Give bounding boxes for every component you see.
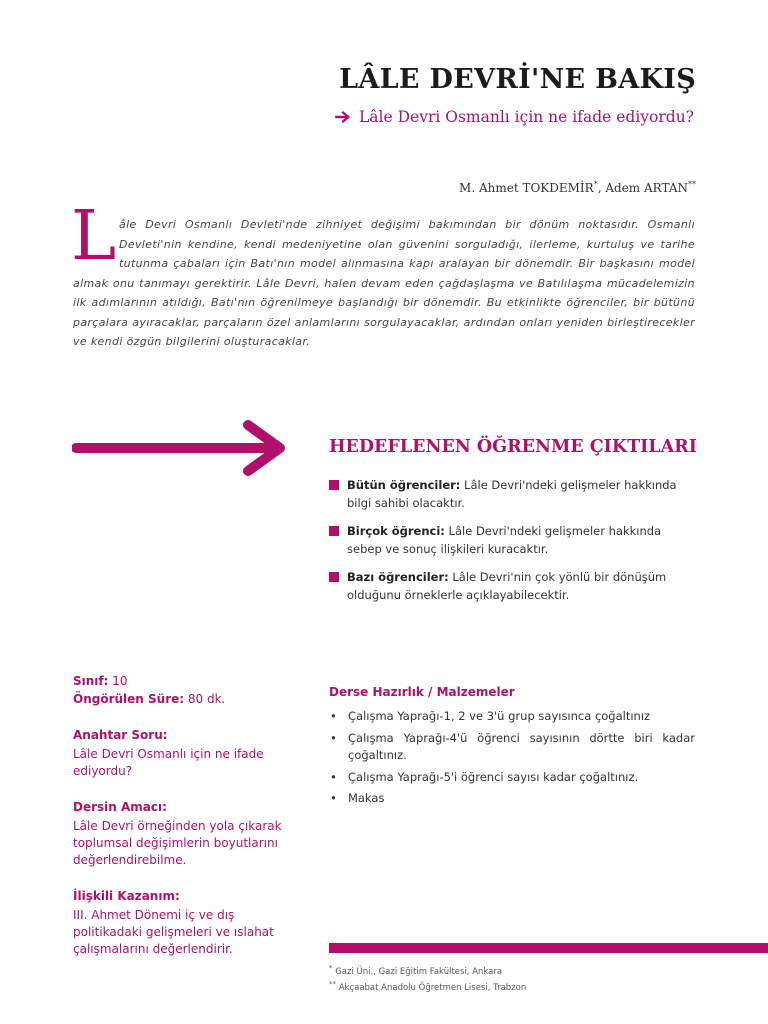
duration [73, 690, 293, 708]
footnote-mark: * [329, 964, 333, 972]
key-question-label: Anahtar Soru: [73, 728, 168, 742]
square-bullet-icon [329, 480, 339, 490]
bullet-icon: • [330, 730, 337, 745]
list-item [329, 790, 695, 808]
outcome-label: Bütün öğrenciler: [347, 478, 461, 492]
outcome-text: Lâle Devri'nin çok yönlü bir dönüşüm olduğunu örneklerle açıklayabilecektir. [347, 570, 667, 602]
outcome-label: Bazı öğrenciler: [347, 570, 449, 584]
class-label: Sınıf: [73, 674, 109, 688]
list-item-text: Çalışma Yaprağı-4'ü öğrenci sayısının dörtte biri kadar çoğaltınız. [348, 730, 695, 762]
preparation-list [329, 708, 695, 812]
lesson-info [73, 672, 293, 958]
key-question: Lâle Devri Osmanlı için ne ifade ediyordu? [73, 747, 264, 778]
purpose-label: Dersin Amacı: [73, 800, 167, 814]
page-subtitle: Lâle Devri Osmanlı için ne ifade ediyordu? [359, 108, 694, 126]
related-outcome-label: İlişkili Kazanım: [73, 889, 180, 903]
bullet-icon: • [330, 769, 337, 784]
author-2-footnote-mark: ** [688, 180, 696, 189]
square-bullet-icon [329, 572, 339, 582]
outcome-item [329, 568, 695, 604]
footnote-text: Gazi Üni., Gazi Eğitim Fakültesi, Ankara [335, 966, 503, 977]
list-item [329, 769, 695, 787]
footnote [329, 978, 526, 994]
square-bullet-icon [329, 526, 339, 536]
list-item-text: Çalışma Yaprağı-1, 2 ve 3'ü grup sayısınca çoğaltınız [348, 709, 651, 723]
outcome-item [329, 476, 695, 512]
right-arrow-icon [335, 111, 351, 123]
footnote-text: Akçaabat Anadolu Öğretmen Lisesi, Trabzon [338, 982, 527, 993]
class-value: 10 [108, 674, 128, 688]
bullet-icon: • [330, 709, 337, 723]
footer-divider-bar [329, 943, 768, 953]
footnote-mark: ** [329, 979, 336, 988]
list-item-text: Çalışma Yaprağı-5'i öğrenci sayısı kadar çoğaltınız. [348, 769, 639, 784]
footnotes [329, 962, 526, 994]
subtitle-row [335, 108, 694, 126]
outcome-text: Lâle Devri'ndeki gelişmeler hakkında sebep ve sonuç ilişkileri kuracaktır. [347, 524, 662, 556]
big-right-arrow-icon [72, 420, 294, 476]
authors [459, 180, 696, 195]
purpose: Lâle Devri örneğinden yola çıkarak toplumsal değişimlerin boyutlarını değerlendirebilme. [73, 819, 282, 867]
outcome-text: Lâle Devri'ndeki gelişmeler hakkında bilgi sahibi olacaktır. [347, 478, 677, 510]
list-item [329, 730, 695, 765]
list-item-text: Makas [348, 791, 385, 805]
class-level [73, 672, 293, 690]
duration-label: Öngörülen Süre: [73, 692, 185, 706]
author-2: , Adem ARTAN [597, 181, 688, 195]
page-title: LÂLE DEVRİ'NE BAKIŞ [339, 64, 696, 95]
outcome-label: Birçok öğrenci: [347, 524, 445, 538]
author-1: M. Ahmet TOKDEMİR [459, 181, 594, 195]
intro-paragraph [73, 215, 695, 352]
footnote [329, 962, 526, 978]
drop-cap: L [71, 197, 117, 276]
list-item [329, 708, 695, 726]
bullet-icon: • [330, 791, 337, 805]
duration-value: 80 dk. [184, 692, 226, 706]
outcomes-list [329, 476, 695, 614]
author-1-footnote-mark: * [593, 180, 598, 189]
outcome-item [329, 522, 695, 558]
preparation-title: Derse Hazırlık / Malzemeler [329, 685, 515, 699]
outcomes-title: HEDEFLENEN ÖĞRENME ÇIKTILARI [329, 437, 697, 457]
related-outcome: III. Ahmet Dönemi iç ve dış politikadaki gelişmeleri ve ıslahat çalışmalarını değerlendirir. [73, 908, 274, 956]
intro-text: âle Devri Osmanlı Devleti'nde zihniyet değişimi bakımından bir dönüm noktasıdır. Osmanlı Devleti'nin kendine, kendi medeniyetine olan güvenini sorguladığı, ilerleme, kurtuluş ve tarihe tutunma çabaları için Batı'nın model alınmasına kapı aralayan bir dönemdir. Bir başkasını model almak onu tanımayı gerektirir. Lâle Devri, halen devam eden çağdaşlaşma ve Batılılaşma mücadelemizin ilk adımlarının atıldığı, Batı'nın öğrenilmeye başlandığı bir dönemdir. Bu etkinlikte öğrenciler, bir bütünü parçalara ayıracaklar, parçaların özel anlamlarını sorgulayacaklar, ardından onları yeniden birleştirecekler ve kendi özgün bilgilerini oluşturacaklar. [73, 218, 695, 348]
